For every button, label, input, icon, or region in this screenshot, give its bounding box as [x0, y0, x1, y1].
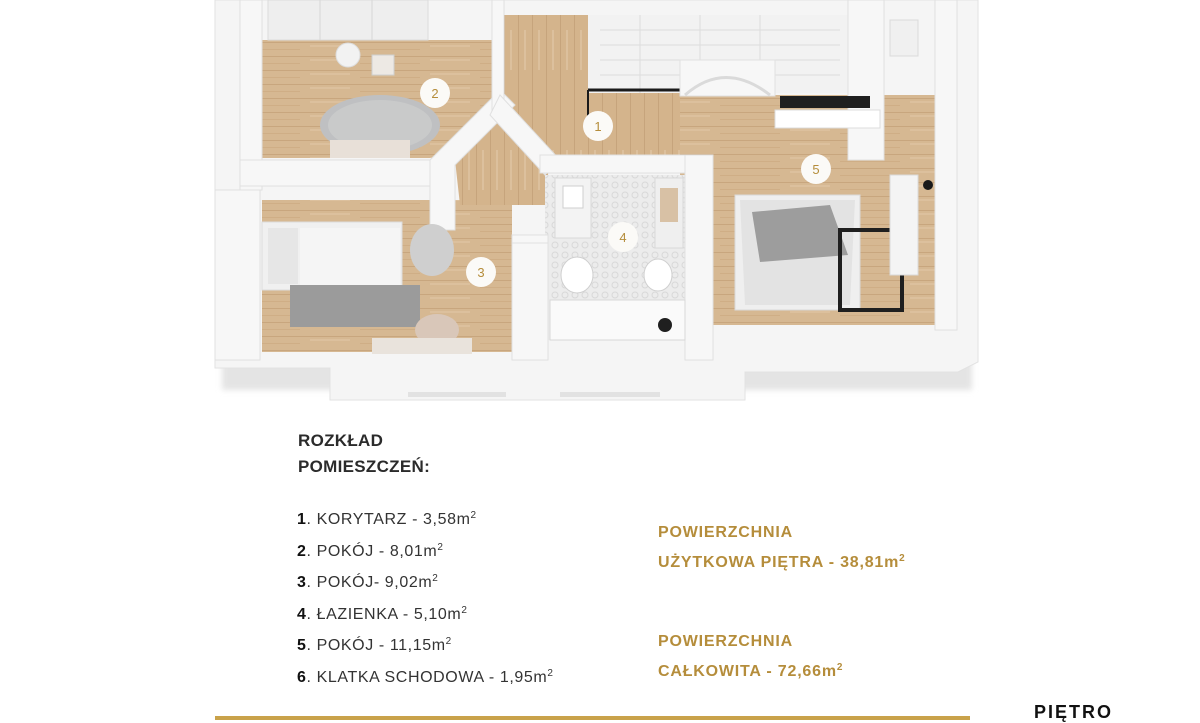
room-marker-1 — [583, 111, 613, 141]
room-item — [297, 599, 554, 631]
room-item — [297, 536, 554, 568]
unit-exponent: 2 — [899, 553, 906, 564]
svg-text:1: 1 — [594, 119, 602, 134]
floor-label: PIĘTRO — [1034, 702, 1114, 722]
total-area-line2 — [658, 657, 843, 687]
unit-exponent: 2 — [437, 541, 444, 553]
room-item — [297, 630, 554, 662]
svg-text:5: 5 — [812, 162, 820, 177]
room-item — [297, 504, 554, 536]
unit-exponent: 2 — [432, 573, 439, 584]
room-label: . POKÓJ - 8,01m — [306, 542, 438, 560]
room-marker-5 — [801, 154, 831, 184]
room-number: 6 — [297, 668, 307, 686]
unit-exponent: 2 — [445, 636, 452, 647]
usable-area-line1: POWIERZCHNIA — [658, 524, 793, 541]
usable-area-value: UŻYTKOWA PIĘTRA - 38,81m — [658, 554, 900, 571]
room-marker-4 — [608, 222, 638, 252]
usable-area — [658, 518, 906, 578]
room-number: 5 — [297, 637, 307, 654]
total-area-line1: POWIERZCHNIA — [658, 633, 793, 650]
room-label: . KLATKA SCHODOWA - 1,95m — [306, 668, 548, 686]
svg-text:4: 4 — [619, 230, 627, 245]
rooms-heading-line2: POMIESZCZEŃ: — [298, 457, 431, 476]
rooms-heading-line1: ROZKŁAD — [298, 431, 384, 450]
room-label: . ŁAZIENKA - 5,10m — [306, 605, 462, 623]
room-list — [297, 504, 554, 693]
room-marker-3 — [466, 257, 496, 287]
unit-exponent: 2 — [470, 510, 477, 521]
svg-text:2: 2 — [431, 86, 439, 101]
room-number: 4 — [297, 605, 307, 623]
room-number: 3 — [297, 574, 307, 591]
unit-exponent: 2 — [836, 662, 844, 673]
svg-text:3: 3 — [477, 265, 485, 280]
rooms-heading — [298, 428, 430, 480]
room-label: . POKÓJ- 9,02m — [306, 574, 433, 591]
room-label: . POKÓJ - 11,15m — [306, 637, 446, 654]
room-item — [297, 662, 554, 694]
room-item — [297, 567, 554, 599]
room-number: 2 — [297, 542, 307, 560]
total-area — [658, 627, 843, 687]
room-number: 1 — [297, 511, 307, 528]
gold-divider — [215, 716, 970, 720]
usable-area-line2 — [658, 548, 906, 578]
window-left — [408, 392, 506, 397]
unit-exponent: 2 — [547, 667, 554, 679]
room-marker-2 — [420, 78, 450, 108]
total-area-value: CAŁKOWITA - 72,66m — [658, 663, 837, 680]
unit-exponent: 2 — [461, 604, 468, 616]
window-right — [560, 392, 660, 397]
room-label: . KORYTARZ - 3,58m — [306, 511, 471, 528]
